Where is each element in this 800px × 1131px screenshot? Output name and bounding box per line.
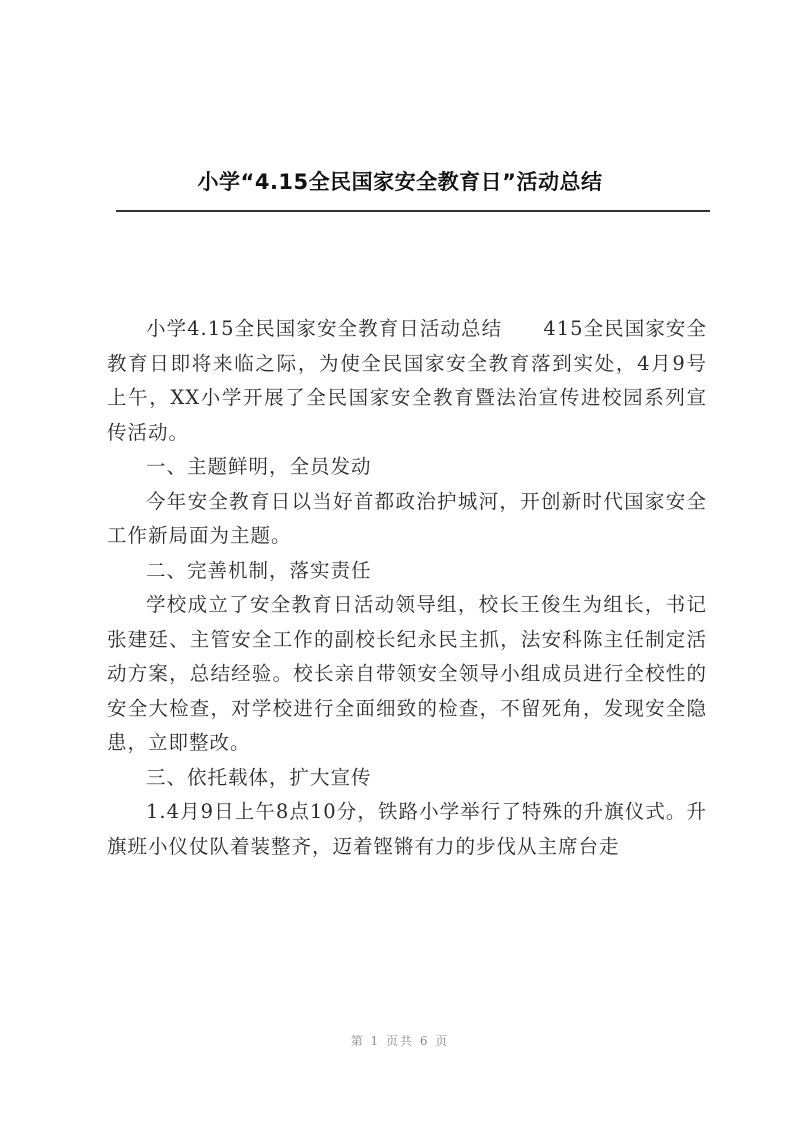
- paragraph-theme: 今年安全教育日以当好首都政治护城河，开创新时代国家安全工作新局面为主题。: [107, 489, 707, 547]
- paragraph-mechanism: 学校成立了安全教育日活动领导组，校长王俊生为组长，书记张建廷、主管安全工作的副校长纪永民主抓，法安科陈主任制定活动方案，总结经验。校长亲自带领安全领导小组成员进行全校性的安全大检查，对学校进行全面细致的检查，不留死角，发现安全隐患，立即整改。: [107, 593, 707, 754]
- document-body: [107, 312, 707, 864]
- paragraph-flag-ceremony: 1.4月9日上午8点10分，铁路小学举行了特殊的升旗仪式。升旗班小仪仗队着装整齐，迈着铿锵有力的步伐从主席台走: [107, 800, 707, 858]
- paragraph-intro: 小学4.15全民国家安全教育日活动总结 415全民国家安全教育日即将来临之际，为使全民国家安全教育落到实处，4月9号上午，XX小学开展了全民国家安全教育暨法治宣传进校园系列宣传活动。: [107, 317, 707, 444]
- section-heading-2: 二、完善机制，落实责任: [146, 558, 372, 582]
- section-heading-1: 一、主题鲜明，全员发动: [146, 455, 372, 478]
- title-divider: [116, 210, 710, 212]
- section-heading-3: 三、依托载体，扩大宣传: [146, 765, 372, 789]
- page-number-footer: 第 1 页共 6 页: [350, 1034, 450, 1048]
- document-title: 小学“4.15全民国家安全教育日”活动总结: [197, 170, 603, 194]
